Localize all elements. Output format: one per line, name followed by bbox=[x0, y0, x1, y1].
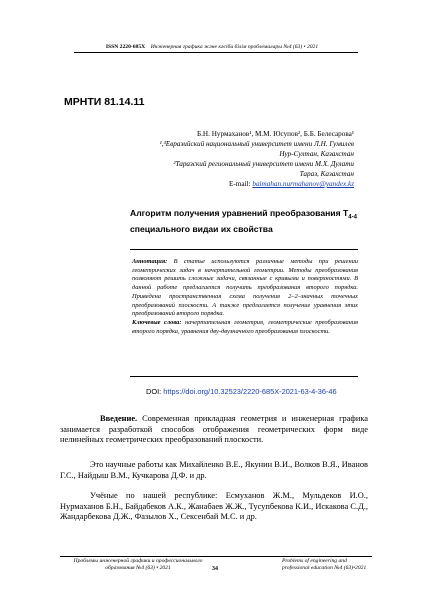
abstract-bottom-rule bbox=[130, 376, 358, 377]
body-paragraph-3: Учёные по нашей республике: Есмуханов Ж.М., Мульдеков И.О., Нурмаханов Б.Н., Байдабеков А.К., Жанабаев Ж.Ж., Тусупбекова К.И., Искакова С.Д., Жандарбекова Д.Ж., Фазылов Х., Сексенбай М.С. и др. bbox=[60, 491, 368, 522]
footer-rule bbox=[60, 556, 372, 557]
abstract bbox=[132, 258, 358, 336]
page-number: 34 bbox=[212, 566, 218, 572]
keywords-text: начертательная геометрия, геометрические преобразования второго порядка, уравнения дву-двузначного преобразования плоскости. bbox=[132, 318, 358, 335]
doi-link[interactable]: https://doi.org/10.32523/2220-685X-2021-63-4-36-46 bbox=[163, 387, 337, 396]
keywords-label: Ключевые слова: bbox=[132, 318, 182, 326]
doi-label: DOI: bbox=[146, 387, 164, 396]
abstract-text: В статье используются различные методы при решении геометрических задач в начертательной геометрии. Методы преобразования позволяют решить сложные задачи, связанные с кривыми и поверхностями. В данной работе предлагается получить преобразования второго порядка. Приведена пространственная схема получения 2–2–значных точечных преобразований плоскости. А также предлагается получение уравнения этих преобразований второго порядка. bbox=[132, 258, 358, 318]
authors: Б.Н. Нурмаханов¹, М.М. Юсупов², Б.Б. Белесарова¹ bbox=[197, 130, 354, 138]
journal-name: Инженерная графика және кәсіби білім проблемалары №4 (63) • 2021 bbox=[150, 44, 319, 50]
affiliation-1: ¹,³Евразийский национальный университет имени Л.Н. Гумилев bbox=[159, 140, 354, 148]
abstract-label: Аннотация: bbox=[132, 258, 168, 265]
header-rule bbox=[74, 52, 358, 53]
intro-label: Введение. bbox=[100, 414, 138, 423]
email-line bbox=[229, 180, 354, 188]
intro-text: Современная прикладная геометрия и инженерная графика занимается разработкой способов отображения геометрических форм виде нелинейных геометрических преобразований плоскости. bbox=[60, 414, 368, 445]
abstract-top-rule bbox=[130, 249, 358, 250]
mrnti-code: МРНТИ 81.14.11 bbox=[64, 96, 145, 108]
body-paragraph-1 bbox=[60, 414, 368, 446]
email-label: E-mail: bbox=[229, 180, 253, 188]
footer-left: Проблемы инженерной графики и профессионального образования №4 (63) • 2021 bbox=[73, 558, 203, 572]
affiliation-2: ²Таразский региональный университет имени М.Х. Дулати bbox=[173, 160, 354, 168]
body-paragraph-2: Это научные работы как Михайленко В.Е., Якунин В.И., Волков В.Я., Иванов Г.С., Найдыш В.М., Кучкарова Д.Ф. и др. bbox=[60, 460, 368, 480]
email-link[interactable]: baimahan.nurmahanov@yandex.kz bbox=[252, 180, 354, 188]
affiliation-2-city: Тараз, Казахстан bbox=[299, 170, 354, 178]
title-subscript: 4-4 bbox=[348, 214, 357, 221]
footer-right: Problems of engineering and professional education №4 (63)•2021 bbox=[282, 558, 367, 572]
article-title bbox=[130, 208, 360, 236]
affiliation-1-city: Нур-Султан, Казахстан bbox=[279, 150, 354, 158]
issn: ISSN 2220-685X bbox=[105, 44, 146, 50]
title-line-2: специального видаи их свойства bbox=[130, 224, 273, 235]
title-line-1: Алгоритм получения уравнений преобразования T bbox=[130, 208, 349, 218]
doi-line bbox=[146, 387, 337, 396]
journal-header bbox=[0, 44, 424, 50]
